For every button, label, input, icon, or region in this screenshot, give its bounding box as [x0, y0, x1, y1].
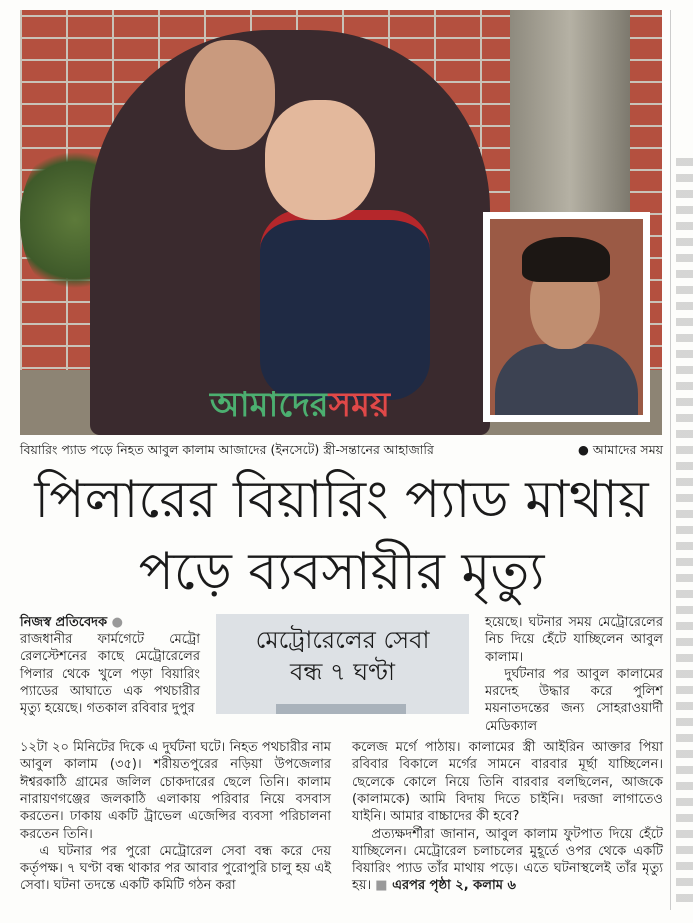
watermark-part2: সময়	[328, 385, 390, 425]
square-icon: ■	[375, 878, 388, 894]
inset-image	[490, 219, 643, 415]
pull-quote-line1: মেট্রোরেলের সেবা	[255, 626, 430, 654]
photo-boy-shirt	[260, 210, 430, 400]
photo-woman-face	[185, 40, 275, 150]
body-paragraph-text: প্রত্যক্ষদর্শীরা জানান, আবুল কালাম ফুটপাত দিয়ে হেঁটে যাচ্ছিলেন। মেট্রোরেল চলাচলের মুহূর্তে ওপর থেকে একটি বিয়ারিং প্যাড তাঁর মাথায় পড়ে। এতে ঘটনাস্থলেই তাঁর মৃত্যু হয়।	[352, 826, 663, 894]
article-bottom-row	[20, 739, 663, 895]
body-column-1b	[20, 739, 331, 895]
inset-suit	[495, 344, 638, 415]
inset-hair	[522, 237, 610, 282]
body-column-1a	[20, 614, 200, 717]
body-column-2b	[352, 739, 663, 895]
inset-portrait	[483, 212, 650, 422]
continued-note	[375, 878, 516, 893]
byline-dot: ●	[111, 615, 123, 630]
pull-quote-box	[216, 614, 469, 714]
photo-caption: বিয়ারিং প্যাড পড়ে নিহত আবুল কালাম আজাদের (ইনসেটে) স্ত্রী-সন্তানের আহাজারি	[20, 442, 434, 457]
continued-text: এরপর পৃষ্ঠা ২, কলাম ৬	[392, 878, 516, 894]
byline-author: নিজস্ব প্রতিবেদক	[20, 615, 108, 630]
headline-line2: পড়ে ব্যবসায়ীর মৃত্যু	[138, 542, 545, 602]
photo-credit: ● আমাদের সময়	[577, 442, 663, 457]
article	[20, 442, 663, 895]
news-photo	[20, 10, 662, 435]
column-divider	[670, 10, 671, 910]
body-paragraph: হয়েছে। ঘটনার সময় মেট্রোরেলের নিচ দিয়ে হেঁটে যাচ্ছিলেন আবুল কালাম।	[485, 615, 663, 665]
byline	[20, 614, 200, 631]
watermark-logo	[210, 385, 390, 425]
body-paragraph: ১২টা ২০ মিনিটের দিকে এ দুর্ঘটনা ঘটে। নিহত পথচারীর নাম আবুল কালাম (৩৫)। শরীয়তপুরের নড়িয়া উপজেলার ঈশ্বরকাঠি গ্রামের জলিল চোকদারের ছেলে তিনি। কালাম নারায়ণগঞ্জের জলকাঠি এলাকায় পরিবার নিয়ে বসবাস করতেন। ঢাকায় একটি ট্রাভেল এজেন্সির ব্যবসা পরিচালনা করতেন তিনি।	[20, 740, 331, 842]
body-paragraph: কলেজ মর্গে পাঠায়। কালামের স্ত্রী আইরিন আক্তার পিয়া রবিবার বিকালে মর্গের সামনে বারবার মূর্ছা যাচ্ছিলেন। ছেলেকে কোলে নিয়ে তিনি বারবার বলছিলেন, আজকে (কালামকে) আমি বিদায় দিতে চাইনি। দরজা লাগাতেও যাইনি। আমার বাচ্চাদের কী হবে?	[352, 740, 663, 825]
body-column-2a	[485, 614, 663, 735]
article-top-row	[20, 614, 663, 735]
watermark-part1: আমাদের	[210, 385, 329, 425]
pull-quote-line2: বন্ধ ৭ ঘণ্টা	[290, 658, 395, 686]
body-paragraph: রাজধানীর ফার্মগেটে মেট্রো রেলস্টেশনের কাছে মেট্রোরেলের পিলার থেকে খুলে পড়া বিয়ারিং প্যাডের আঘাতে এক পথচারীর মৃত্যু হয়েছে। গতকাল রবিবার দুপুর	[20, 632, 200, 717]
body-paragraph	[352, 826, 663, 895]
headline	[20, 464, 663, 608]
caption-row	[20, 442, 663, 458]
headline-line1: পিলারের বিয়ারিং প্যাড মাথায়	[34, 470, 649, 530]
pull-quote-bar	[276, 704, 406, 714]
adjacent-column-fragment	[676, 150, 693, 910]
body-paragraph: দুর্ঘটনার পর আবুল কালামের মরদেহ উদ্ধার করে পুলিশ ময়নাতদন্তের জন্য সোহরাওয়ার্দী মেডিক্যাল	[485, 666, 663, 734]
photo-boy-face	[265, 100, 375, 220]
body-paragraph: এ ঘটনার পর পুরো মেট্রোরেল সেবা বন্ধ করে দেয় কর্তৃপক্ষ। ৭ ঘণ্টা বন্ধ থাকার পর আবার পুরোপুরি চালু হয় এই সেবা। ঘটনা তদন্তে একটি কমিটি গঠন করা	[20, 843, 331, 894]
